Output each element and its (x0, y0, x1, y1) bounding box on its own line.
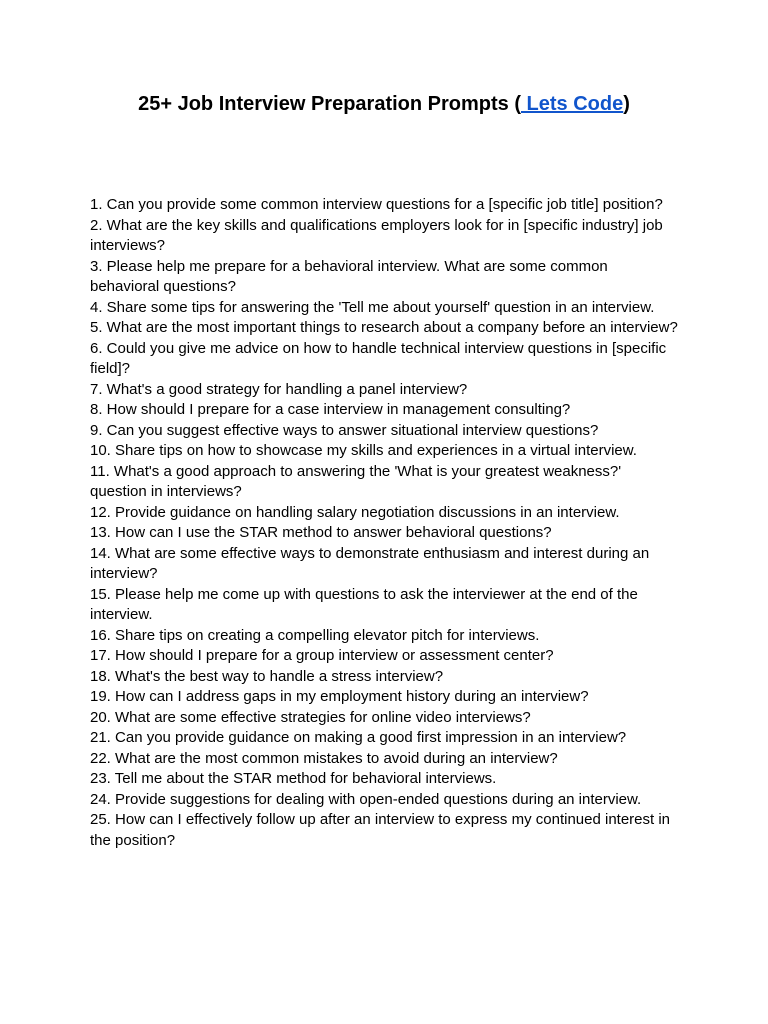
prompt-item: 23. Tell me about the STAR method for behavioral interviews. (90, 770, 497, 787)
prompt-item: 4. Share some tips for answering the 'Tell me about yourself' question in an interview. (90, 298, 655, 316)
prompt-item: 1. Can you provide some common interview questions for a [specific job title] position? (90, 196, 663, 213)
prompt-item: 5. What are the most important things to research about a company before an interview? (90, 319, 678, 336)
prompt-item: 14. What are some effective ways to demonstrate enthusiasm and interest during an interview? (90, 544, 650, 582)
prompt-item: 20. What are some effective strategies for online video interviews? (90, 708, 531, 726)
prompt-item: 25. How can I effectively follow up after an interview to express my continued interest in the position? (90, 811, 671, 849)
prompt-list (90, 195, 680, 851)
prompt-item: 2. What are the key skills and qualifications employers look for in [specific industry] job interviews? (90, 216, 663, 254)
prompt-item: 21. Can you provide guidance on making a good first impression in an interview? (90, 729, 627, 746)
prompt-item: 24. Provide suggestions for dealing with open-ended questions during an interview. (90, 790, 642, 808)
prompt-item: 22. What are the most common mistakes to avoid during an interview? (90, 749, 558, 767)
prompt-item: 11. What's a good approach to answering the 'What is your greatest weakness?' question in interviews? (90, 462, 622, 500)
title-text: 25+ Job Interview Preparation Prompts ( (138, 93, 521, 115)
prompt-item: 13. How can I use the STAR method to answer behavioral questions? (90, 524, 552, 541)
page-title (0, 90, 768, 118)
prompt-item: 9. Can you suggest effective ways to answer situational interview questions? (90, 421, 599, 439)
prompt-item: 12. Provide guidance on handling salary negotiation discussions in an interview. (90, 503, 620, 521)
lets-code-link[interactable]: Lets Code (520, 93, 624, 115)
prompt-item: 3. Please help me prepare for a behavioral interview. What are some common behavioral questions? (90, 257, 608, 295)
prompt-item: 6. Could you give me advice on how to handle technical interview questions in [specific field]? (90, 339, 667, 377)
prompt-item: 19. How can I address gaps in my employment history during an interview? (90, 688, 589, 705)
prompt-item: 8. How should I prepare for a case interview in management consulting? (90, 401, 571, 418)
prompt-item: 18. What's the best way to handle a stress interview? (90, 667, 444, 685)
prompt-item: 16. Share tips on creating a compelling elevator pitch for interviews. (90, 626, 540, 644)
prompt-item: 15. Please help me come up with questions to ask the interviewer at the end of the interview. (90, 585, 638, 623)
title-closing-paren: ) (623, 93, 630, 115)
prompt-item: 10. Share tips on how to showcase my skills and experiences in a virtual interview. (90, 442, 637, 459)
prompt-item: 7. What's a good strategy for handling a panel interview? (90, 380, 468, 398)
prompt-item: 17. How should I prepare for a group interview or assessment center? (90, 647, 554, 664)
